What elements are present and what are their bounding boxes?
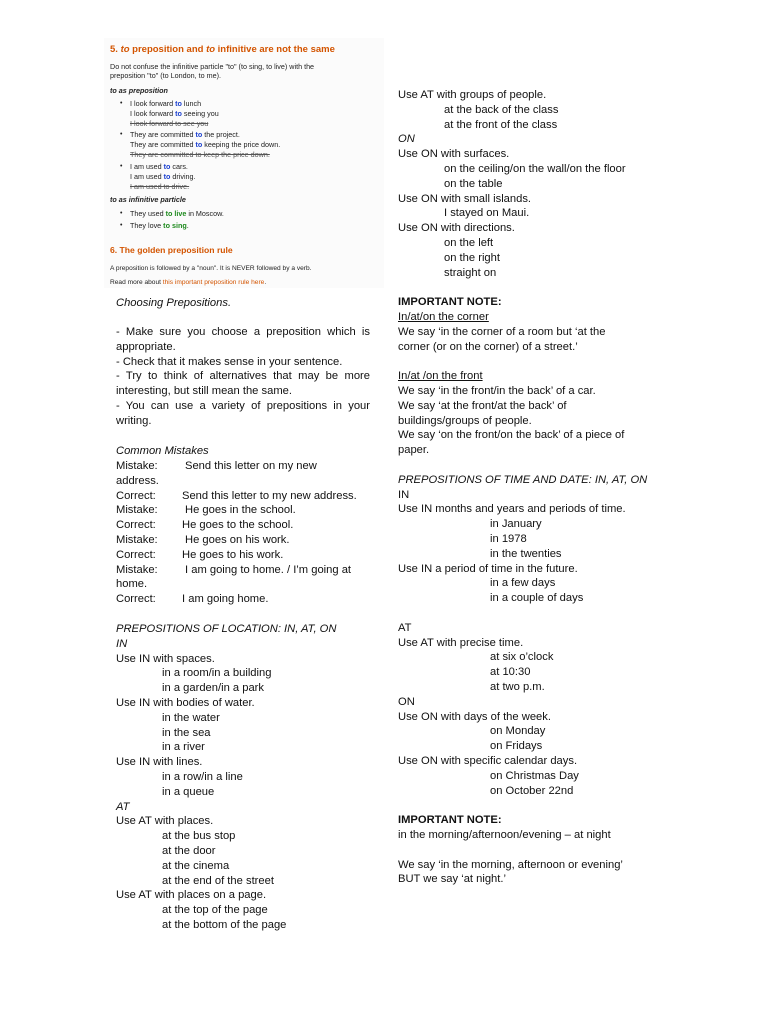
time-on-label: ON [398, 695, 415, 708]
highlight-word: to [163, 172, 171, 181]
bullet-dot: • [120, 222, 123, 229]
time-at-label: AT [398, 621, 412, 634]
morning-night-explanation: BUT we say ‘at night.’ [398, 873, 506, 886]
rule-on-directions: Use ON with directions. [398, 222, 515, 235]
important-note-title: IMPORTANT NOTE: [398, 296, 502, 309]
rule-in-lines: Use IN with lines. [116, 756, 203, 769]
example-phrase: at six o’clock [490, 651, 554, 664]
example-phrase: in January [490, 518, 542, 531]
embedded-grammar-screenshot [104, 38, 384, 288]
example-phrase: on the left [444, 237, 494, 249]
mistake-label: Correct: [116, 519, 156, 532]
example-phrase: at two p.m. [490, 681, 545, 693]
bullet-dot: • [120, 100, 123, 107]
example-sentence [130, 130, 240, 140]
common-mistakes-title: Common Mistakes [116, 445, 209, 457]
sentence-end: driving. [170, 172, 196, 181]
highlight-word: to [175, 99, 182, 108]
tip-line: appropriate. [116, 340, 176, 353]
front-text: buildings/groups of people. [398, 414, 532, 427]
example-sentence [130, 150, 270, 160]
time-date-title: PREPOSITIONS OF TIME AND DATE: IN, AT, ON [398, 473, 648, 486]
tip-line: - Try to think of alternatives that may be more [116, 370, 370, 383]
example-sentence [130, 162, 188, 172]
sentence-start: They are committed [130, 140, 196, 149]
rule-at-places: Use AT with places. [116, 815, 214, 828]
mistake-label: Mistake: [116, 534, 158, 546]
mistake-sentence: home. [116, 578, 148, 591]
rule-on-surfaces: Use ON with surfaces. [398, 148, 510, 161]
sentence-start: I look forward to see you [130, 119, 209, 128]
bullet-dot: • [120, 131, 123, 138]
sentence-end: seeing you [181, 109, 219, 118]
mistake-sentence: Send this letter on my new [185, 460, 317, 472]
sentence-start: They love [130, 221, 164, 230]
sentence-end: cars. [170, 162, 188, 171]
rule-at-page: Use AT with places on a page. [116, 889, 267, 902]
sentence-start: I am used to drive. [130, 182, 190, 191]
example-phrase: at the top of the page [162, 904, 268, 917]
morning-night-rule: in the morning/afternoon/evening – at night [398, 829, 611, 841]
rule-on-dates: Use ON with specific calendar days. [398, 755, 578, 767]
front-text: We say ‘at the front/at the back’ of [398, 399, 567, 412]
example-phrase: at 10:30 [490, 666, 531, 679]
rule-at-groups: Use AT with groups of people. [398, 89, 547, 101]
correct-sentence: He goes to the school. [182, 519, 294, 532]
example-sentence [130, 221, 189, 231]
rule-in-water: Use IN with bodies of water. [116, 696, 255, 709]
intro-line-2: preposition "to" (to London, to me). [110, 71, 221, 80]
example-phrase: in the sea [162, 726, 211, 739]
example-sentence [130, 99, 201, 109]
example-phrase: I stayed on Maui. [444, 207, 530, 220]
highlight-word: to [163, 162, 171, 171]
example-phrase: at the front of the class [444, 118, 558, 131]
mistake-label: Correct: [116, 489, 156, 502]
example-phrase: straight on [444, 266, 497, 279]
example-phrase: on October 22nd [490, 784, 574, 797]
tip-line: - You can use a variety of prepositions in your [116, 400, 370, 412]
mistake-label: Correct: [116, 548, 156, 561]
sentence-start: I look forward [130, 109, 176, 118]
rule-in-months: Use IN months and years and periods of time. [398, 503, 626, 516]
example-phrase: in the water [162, 711, 220, 724]
example-phrase: in a couple of days [490, 592, 584, 605]
front-text: We say ‘in the front/in the back’ of a car. [398, 385, 596, 397]
highlight-word: to [175, 109, 182, 118]
morning-night-explanation: We say ‘in the morning, afternoon or evening’ [398, 858, 623, 871]
corner-subtitle: In/at/on the corner [398, 311, 489, 323]
bullet-dot: • [120, 210, 123, 217]
rule-in-future: Use IN a period of time in the future. [398, 562, 578, 575]
sentence-start: They are committed to keep the price down. [130, 150, 270, 159]
golden-rule-text: A preposition is followed by a "noun". It is NEVER followed by a verb. [110, 265, 312, 272]
correct-sentence: He goes to his work. [182, 548, 284, 561]
sentence-end: the project. [202, 130, 240, 139]
correct-sentence: I am going home. [182, 593, 269, 606]
tip-line: writing. [116, 414, 152, 427]
example-phrase: in 1978 [490, 533, 527, 545]
sentence-start: I am used [130, 172, 164, 181]
example-phrase: in a few days [490, 577, 556, 590]
mistake-label: Mistake: [116, 504, 158, 517]
mistake-label: Correct: [116, 593, 156, 606]
example-phrase: in a garden/in a park [162, 682, 264, 695]
sentence-start: I look forward [130, 99, 176, 108]
rule-in-spaces: Use IN with spaces. [116, 652, 215, 665]
example-sentence [130, 109, 219, 119]
rule-at-precise: Use AT with precise time. [398, 636, 524, 649]
sentence-start: They are committed [130, 130, 196, 139]
mistake-sentence: address. [116, 474, 159, 487]
example-phrase: in a river [162, 741, 205, 754]
location-in-label: IN [116, 638, 128, 650]
example-phrase: on Fridays [490, 740, 543, 753]
front-text: paper. [398, 444, 430, 457]
mistake-label: Mistake: [116, 460, 158, 472]
example-phrase: at the bottom of the page [162, 918, 287, 931]
highlight-word: to live [165, 209, 187, 218]
tip-line: - Check that it makes sense in your sentence. [116, 355, 343, 368]
rule-on-days: Use ON with days of the week. [398, 710, 551, 723]
subheading-to-as-infinitive: to as infinitive particle [110, 195, 186, 204]
example-phrase: at the bus stop [162, 830, 236, 843]
important-note-2-title: IMPORTANT NOTE: [398, 814, 502, 827]
mistake-sentence: He goes on his work. [185, 534, 290, 546]
example-phrase: at the door [162, 844, 216, 857]
mistake-sentence: I am going to home. / I’m going at [185, 563, 352, 576]
time-in-label: IN [398, 488, 410, 501]
example-phrase: on Christmas Day [490, 769, 579, 782]
tip-line: interesting, but still mean the same. [116, 385, 292, 398]
example-phrase: on Monday [490, 725, 546, 738]
example-phrase: in the twenties [490, 547, 562, 560]
highlight-word: to sing [163, 221, 187, 230]
example-sentence [130, 140, 280, 150]
mistake-sentence: He goes in the school. [185, 504, 296, 517]
example-phrase: in a queue [162, 785, 215, 798]
heading-section-5: 5. to preposition and to infinitive are not the same [110, 44, 335, 55]
location-at-label: AT [116, 800, 130, 813]
front-text: We say ‘on the front/on the back’ of a piece of [398, 429, 625, 442]
example-phrase: on the table [444, 177, 503, 190]
example-sentence [130, 209, 224, 219]
sentence-end: . [186, 221, 189, 230]
sentence-end: keeping the price down. [202, 140, 281, 149]
example-sentence [130, 182, 189, 192]
corner-text: corner (or on the corner) of a street.’ [398, 340, 578, 353]
sentence-end: in Moscow. [186, 209, 224, 218]
highlight-word: to [195, 130, 203, 139]
example-phrase: at the back of the class [444, 103, 559, 116]
tip-line: - Make sure you choose a preposition which is [116, 326, 370, 338]
location-on-label: ON [398, 133, 415, 146]
correct-sentence: Send this letter to my new address. [182, 489, 357, 502]
example-phrase: on the ceiling/on the wall/on the floor [444, 163, 626, 175]
subheading-to-as-preposition: to as preposition [110, 86, 168, 95]
sentence-end: lunch [181, 99, 202, 108]
rule-on-islands: Use ON with small islands. [398, 192, 532, 205]
read-more-link[interactable]: this important preposition rule here [162, 279, 265, 286]
example-phrase: in a room/in a building [162, 667, 272, 680]
bullet-dot: • [120, 163, 123, 170]
highlight-word: to [195, 140, 203, 149]
read-more-line: Read more about this important preposition rule here. [110, 279, 267, 286]
heading-section-6: 6. The golden preposition rule [110, 245, 233, 255]
intro-line-1: Do not confuse the infinitive particle "to" (to sing, to live) with the [110, 62, 315, 71]
example-sentence [130, 172, 196, 182]
sentence-start: They used [130, 209, 166, 218]
front-subtitle: In/at /on the front [398, 370, 483, 383]
example-sentence [130, 119, 208, 129]
mistake-label: Mistake: [116, 563, 158, 576]
corner-text: We say ‘in the corner of a room but ‘at the [398, 325, 606, 338]
choosing-prepositions-title: Choosing Prepositions. [116, 297, 232, 309]
example-phrase: in a row/in a line [162, 770, 243, 783]
example-phrase: on the right [444, 251, 500, 264]
example-phrase: at the cinema [162, 859, 230, 872]
sentence-start: I am used [130, 162, 164, 171]
example-phrase: at the end of the street [162, 874, 274, 887]
location-title: PREPOSITIONS OF LOCATION: IN, AT, ON [116, 623, 337, 635]
